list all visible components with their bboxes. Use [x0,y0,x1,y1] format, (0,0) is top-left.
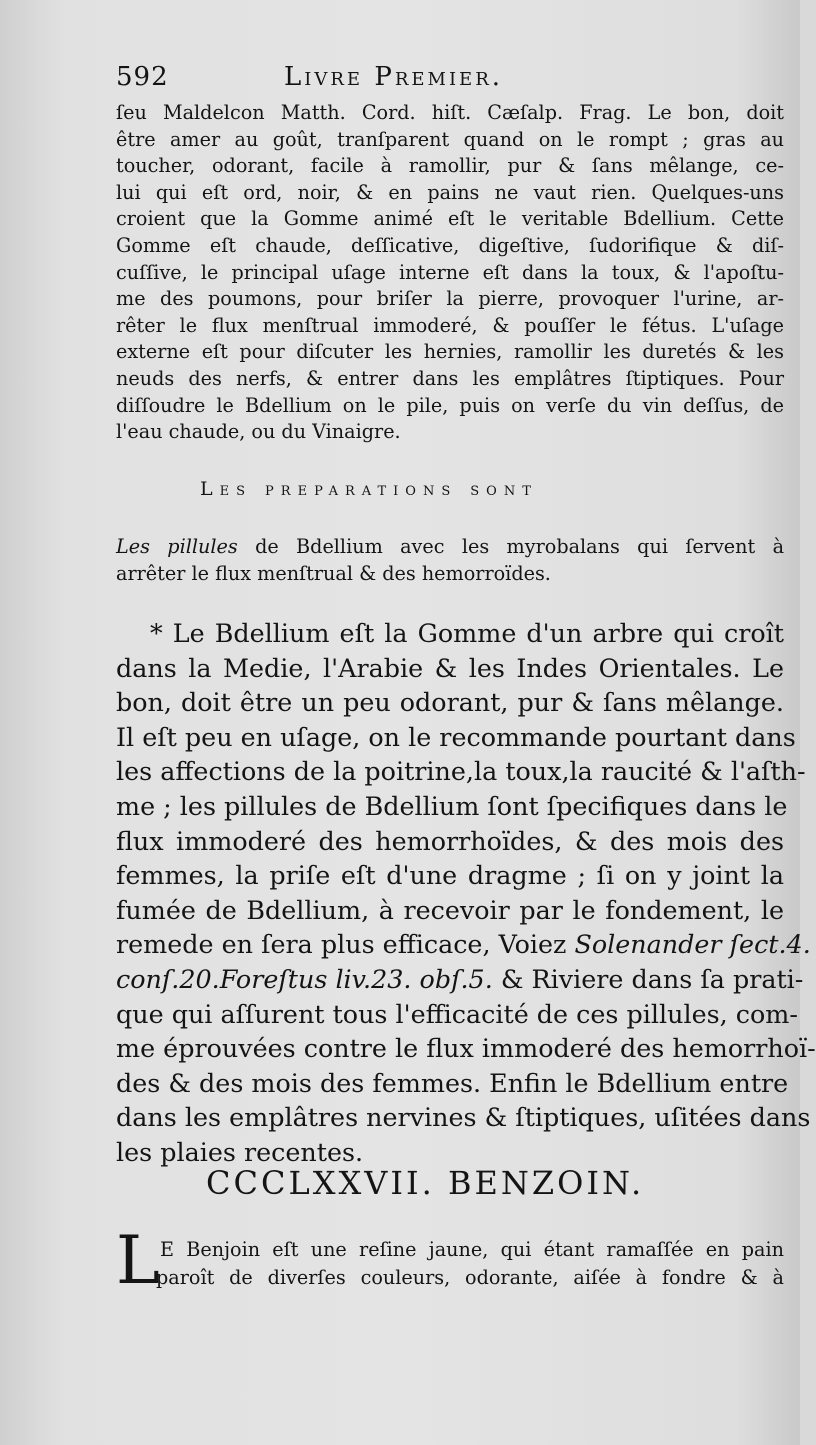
benzoin-paragraph [116,1222,784,1299]
text-line: être amer au goût, tranſparent quand on le rompt ; gras au [116,127,784,151]
text-line: les affections de la poitrine,la toux,la raucité & l'aſth- [116,756,806,787]
text-line: arrêter le flux menſtrual & des hemorroïdes. [116,561,551,585]
citation: conſ.20.Foreſtus liv.23. obſ.5. [116,963,493,994]
entry-heading: CCCLXXVII. BENZOIN. [206,1164,645,1202]
text-line: fumée de Bdellium, à recevoir par le fondement, le [116,894,784,925]
text-line: diſſoudre le Bdellium on le pile, puis on verſe du vin deſſus, de [116,393,784,417]
text-line: me ; les pillules de Bdellium ſont ſpecifiques dans le [116,790,788,821]
text-line: dans les emplâtres nervines & ſtiptiques, uſitées dans [116,1102,811,1133]
page-number: 592 [116,62,169,92]
text-line: me des poumons, pour briſer la pierre, provoquer l'urine, ar- [116,287,784,311]
drop-cap: L [116,1222,160,1299]
text-line: l'eau chaude, ou du Vinaigre. [116,420,401,444]
text-line: lui qui eſt ord, noir, & en pains ne vaut rien. Quelques-uns [116,180,784,204]
italic-lead: Les pillules [116,535,238,558]
running-head [116,62,716,102]
line-normal: & Riviere dans ſa prati- [492,963,804,994]
text-line: cuſſive, le principal uſage interne eſt dans la toux, & l'apoſtu- [116,260,784,284]
text-line: flux immoderé des hemorrhoïdes, & des mois des [116,825,784,856]
text-line: E Benjoin eſt une reſine jaune, qui étant ramaſſée en pain [160,1238,784,1261]
text-line: rêter le flux menſtrual immoderé, & pouſſer le fétus. L'uſage [116,313,784,337]
text-line: femmes, la priſe eſt d'une dragme ; ſi on y joint la [116,860,784,891]
text-line [116,962,804,997]
book-title: Livre Premier. [284,62,504,92]
line-normal: remede en ſera plus efficace, Voiez [116,929,575,960]
line-rest: de Bdellium avec les myrobalans qui ſervent à [237,535,785,558]
text-line: me éprouvées contre le flux immoderé des hemorrhoï- [116,1033,816,1064]
text-line: des & des mois des femmes. Enfin le Bdellium entre [116,1067,789,1098]
preparations-paragraph [116,534,784,587]
text-line: les plaies recentes. [116,1136,364,1167]
text-line: dans la Medie, l'Arabie & les Indes Orientales. Le [116,652,784,683]
text-line [116,927,811,962]
text-line: Il eſt peu en uſage, on le recommande pourtant dans [116,721,796,752]
text-line: que qui aſſurent tous l'efficacité de ces pillules, com- [116,998,798,1029]
text-line: toucher, odorant, facile à ramollir, pur & ſans mêlange, ce- [116,154,784,178]
citation: Solenander ſect.4. [574,929,811,960]
text-line [116,534,784,561]
text-line: externe eſt pour diſcuter les hernies, ramollir les duretés & les [116,340,784,364]
text-line: Gomme eſt chaude, deſſicative, digeſtive, ſudorifique & diſ- [116,233,784,257]
text-line: neuds des nerfs, & entrer dans les emplâtres ſtiptiques. Pour [116,366,784,390]
text-line: paroît de diverſes couleurs, odorante, aiſée à fondre & à [156,1266,784,1289]
text-line: croient que la Gomme animé eſt le veritable Bdellium. Cette [116,207,784,231]
text-line: bon, doit être un peu odorant, pur & ſans mêlange. [116,687,784,718]
text-line: * Le Bdellium eſt la Gomme d'un arbre qui croît [150,618,784,648]
note-paragraph [116,616,816,1170]
bdellium-paragraph [116,100,784,446]
text-line: ſeu Maldelcon Matth. Cord. hiſt. Cæſalp. Frag. Le bon, doit [116,101,784,124]
preparations-heading: Les preparations sont [200,478,538,500]
